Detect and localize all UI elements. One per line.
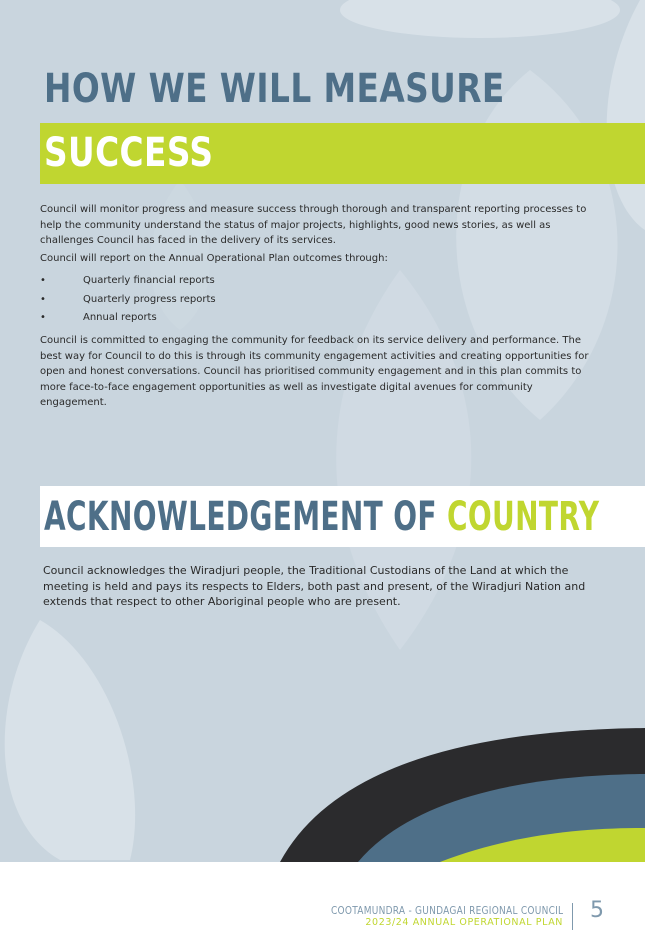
measure-paragraph-2: Council will report on the Annual Operational Plan outcomes through: — [40, 253, 388, 264]
section-title-line1: HOW WE WILL MEASURE — [44, 66, 505, 112]
bullet-icon: • — [40, 293, 46, 305]
measure-paragraph-1: Council will monitor progress and measure success through thorough and transparent reporting processes to help the community understand the status of major projects, highlights, good news stories, as well as challenges Council has faced in the delivery of its services. — [40, 204, 587, 246]
footer-plan-title: 2023/24 ANNUAL OPERATIONAL PLAN — [365, 917, 563, 928]
report-list — [40, 272, 440, 328]
footer-divider — [572, 903, 573, 930]
leaf-shape — [607, 0, 645, 230]
acknowledgement-paragraph: Council acknowledges the Wiradjuri people, the Traditional Custodians of the Land at which the meeting is held and pays its respects to Elders, both past and present, of the Wiradjuri Nation and extends that respect to other Aboriginal people who are present. — [43, 564, 586, 608]
section-title-line2: SUCCESS — [44, 130, 214, 176]
leaf-shape — [340, 0, 620, 38]
list-item: • Annual reports — [40, 309, 440, 328]
acknowledgement-title: ACKNOWLEDGEMENT OF COUNTRY — [44, 494, 600, 540]
bullet-icon: • — [40, 275, 46, 286]
list-item: • Quarterly financial reports — [40, 272, 440, 291]
list-item: • Quarterly progress reports — [40, 291, 440, 310]
footer-organisation: COOTAMUNDRA - GUNDAGAI REGIONAL COUNCIL — [330, 904, 563, 917]
bullet-icon: • — [40, 312, 46, 323]
leaf-shape — [5, 620, 135, 860]
page-number: 5 — [590, 898, 604, 923]
measure-paragraph-3: Council is committed to engaging the community for feedback on its service delivery and performance. The best way for Council to do this is through its community engagement activities and creating opportunities for open and honest conversations. Council has prioritised community engagement and in this plan commits to more face-to-face engagement opportunities as well as investigate digital avenues for community engagement. — [40, 335, 589, 408]
